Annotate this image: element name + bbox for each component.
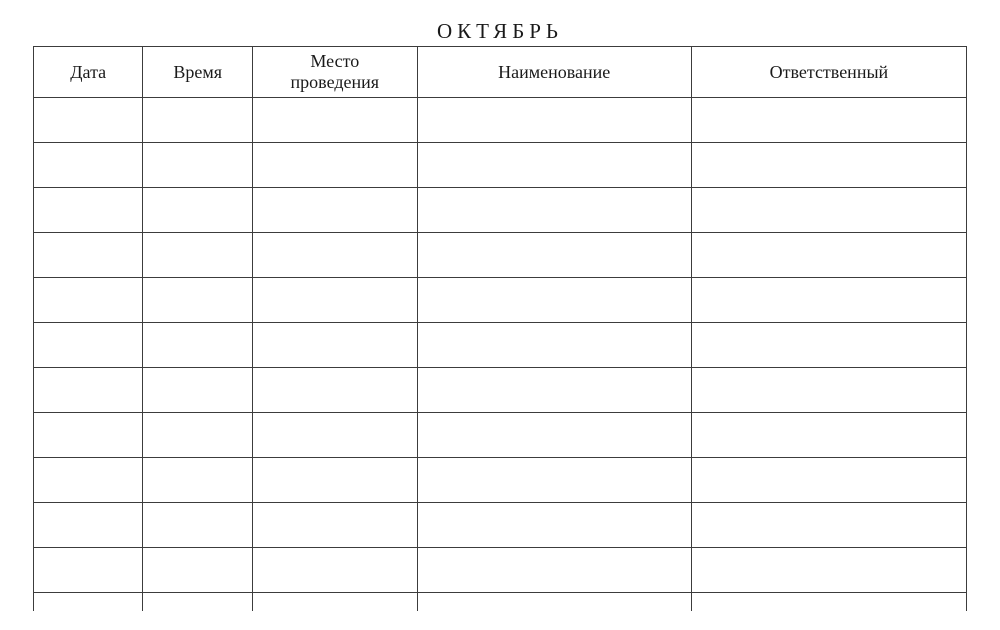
cell-name[interactable] [417, 188, 691, 233]
table-row-partial [34, 593, 967, 612]
cell-responsible[interactable] [691, 278, 966, 323]
header-date: Дата [34, 47, 143, 98]
table-row [34, 413, 967, 458]
cell-time[interactable] [143, 548, 252, 593]
table-row [34, 233, 967, 278]
cell-time[interactable] [143, 458, 252, 503]
cell-place[interactable] [252, 98, 417, 143]
cell-place[interactable] [252, 413, 417, 458]
cell-place[interactable] [252, 188, 417, 233]
cell-date[interactable] [34, 233, 143, 278]
cell-name[interactable] [417, 368, 691, 413]
header-name: Наименование [417, 47, 691, 98]
cell-place[interactable] [252, 503, 417, 548]
cell-time[interactable] [143, 98, 252, 143]
table-row [34, 548, 967, 593]
cell-place[interactable] [252, 233, 417, 278]
header-time: Время [143, 47, 252, 98]
cell-name[interactable] [417, 503, 691, 548]
cell-place[interactable] [252, 368, 417, 413]
cell-responsible[interactable] [691, 548, 966, 593]
cell-name[interactable] [417, 143, 691, 188]
table-row [34, 368, 967, 413]
cell-date[interactable] [34, 458, 143, 503]
cell-responsible [691, 593, 966, 612]
cell-date[interactable] [34, 188, 143, 233]
cell-time[interactable] [143, 323, 252, 368]
table-row [34, 323, 967, 368]
cell-time[interactable] [143, 143, 252, 188]
cell-time[interactable] [143, 278, 252, 323]
cell-name[interactable] [417, 458, 691, 503]
cell-place[interactable] [252, 143, 417, 188]
cell-place[interactable] [252, 548, 417, 593]
cell-date[interactable] [34, 413, 143, 458]
header-responsible: Ответственный [691, 47, 966, 98]
cell-responsible[interactable] [691, 323, 966, 368]
table-row [34, 458, 967, 503]
cell-time[interactable] [143, 188, 252, 233]
cell-time [143, 593, 252, 612]
cell-place[interactable] [252, 278, 417, 323]
cell-date[interactable] [34, 143, 143, 188]
cell-date[interactable] [34, 323, 143, 368]
cell-name [417, 593, 691, 612]
cell-responsible[interactable] [691, 188, 966, 233]
cell-place [252, 593, 417, 612]
table-row [34, 143, 967, 188]
header-place-line2: проведения [290, 72, 380, 92]
cell-time[interactable] [143, 368, 252, 413]
cell-responsible[interactable] [691, 233, 966, 278]
cell-date[interactable] [34, 548, 143, 593]
cell-responsible[interactable] [691, 143, 966, 188]
cell-time[interactable] [143, 503, 252, 548]
cell-date [34, 593, 143, 612]
schedule-table [33, 46, 967, 611]
cell-name[interactable] [417, 323, 691, 368]
cell-date[interactable] [34, 278, 143, 323]
page-title: ОКТЯБРЬ [436, 19, 563, 43]
cell-date[interactable] [34, 98, 143, 143]
table-row [34, 503, 967, 548]
header-place-line1: Место [310, 51, 360, 71]
cell-name[interactable] [417, 278, 691, 323]
cell-responsible[interactable] [691, 503, 966, 548]
cell-date[interactable] [34, 503, 143, 548]
table-body [34, 98, 967, 612]
table-row [34, 278, 967, 323]
cell-responsible[interactable] [691, 98, 966, 143]
table-header-row [34, 47, 967, 98]
cell-name[interactable] [417, 413, 691, 458]
cell-time[interactable] [143, 413, 252, 458]
table-row [34, 188, 967, 233]
cell-place[interactable] [252, 323, 417, 368]
header-place [252, 47, 417, 98]
cell-responsible[interactable] [691, 368, 966, 413]
cell-place[interactable] [252, 458, 417, 503]
cell-responsible[interactable] [691, 413, 966, 458]
table-row [34, 98, 967, 143]
cell-date[interactable] [34, 368, 143, 413]
cell-time[interactable] [143, 233, 252, 278]
cell-responsible[interactable] [691, 458, 966, 503]
cell-name[interactable] [417, 548, 691, 593]
cell-name[interactable] [417, 98, 691, 143]
cell-name[interactable] [417, 233, 691, 278]
